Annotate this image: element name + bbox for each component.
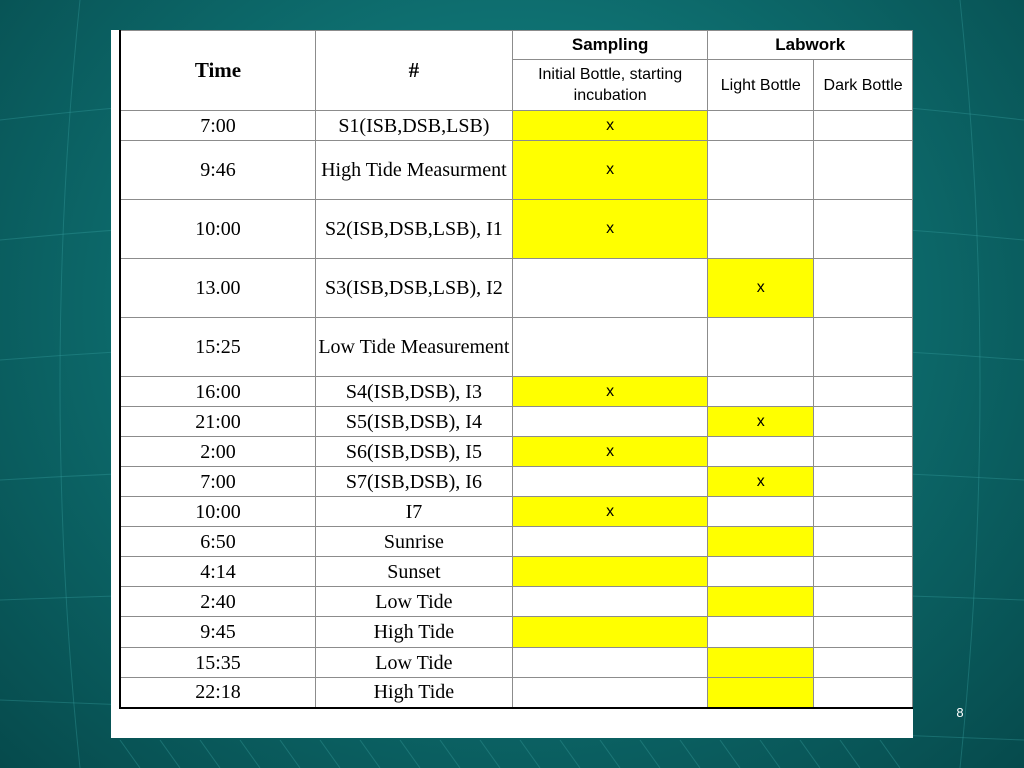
cell-time: 2:00 xyxy=(120,437,315,467)
cell-time: 15:25 xyxy=(120,318,315,377)
cell-time: 10:00 xyxy=(120,200,315,259)
table-row xyxy=(120,111,913,141)
header-initial-bottle: Initial Bottle, starting incubation xyxy=(512,60,708,111)
header-time: Time xyxy=(120,31,315,111)
cell-initial-bottle: x xyxy=(512,437,708,467)
cell-sample-id: High Tide xyxy=(315,617,512,648)
cell-time: 2:40 xyxy=(120,587,315,617)
cell-dark-bottle xyxy=(814,259,913,318)
cell-initial-bottle xyxy=(512,678,708,708)
cell-initial-bottle: x xyxy=(512,200,708,259)
cell-dark-bottle xyxy=(814,377,913,407)
cell-sample-id: S1(ISB,DSB,LSB) xyxy=(315,111,512,141)
cell-light-bottle xyxy=(708,111,814,141)
cell-sample-id: S2(ISB,DSB,LSB), I1 xyxy=(315,200,512,259)
cell-light-bottle xyxy=(708,318,814,377)
cell-initial-bottle: x xyxy=(512,497,708,527)
cell-light-bottle: x xyxy=(708,259,814,318)
cell-time: 22:18 xyxy=(120,678,315,708)
cell-light-bottle: x xyxy=(708,467,814,497)
cell-sample-id: High Tide xyxy=(315,678,512,708)
page-number: 8 xyxy=(956,705,964,720)
cell-time: 15:35 xyxy=(120,648,315,678)
cell-light-bottle xyxy=(708,200,814,259)
cell-sample-id: S3(ISB,DSB,LSB), I2 xyxy=(315,259,512,318)
cell-time: 9:46 xyxy=(120,141,315,200)
header-light-bottle: Light Bottle xyxy=(708,60,814,111)
cell-dark-bottle xyxy=(814,527,913,557)
cell-time: 21:00 xyxy=(120,407,315,437)
table-row xyxy=(120,407,913,437)
cell-light-bottle xyxy=(708,437,814,467)
cell-initial-bottle xyxy=(512,259,708,318)
cell-sample-id: Low Tide Measurement xyxy=(315,318,512,377)
cell-sample-id: Low Tide xyxy=(315,587,512,617)
header-number: # xyxy=(315,31,512,111)
cell-dark-bottle xyxy=(814,617,913,648)
cell-time: 16:00 xyxy=(120,377,315,407)
cell-light-bottle xyxy=(708,648,814,678)
cell-initial-bottle xyxy=(512,467,708,497)
cell-dark-bottle xyxy=(814,587,913,617)
cell-dark-bottle xyxy=(814,557,913,587)
cell-time: 13.00 xyxy=(120,259,315,318)
cell-light-bottle xyxy=(708,557,814,587)
cell-light-bottle xyxy=(708,377,814,407)
cell-dark-bottle xyxy=(814,407,913,437)
cell-time: 9:45 xyxy=(120,617,315,648)
cell-dark-bottle xyxy=(814,467,913,497)
cell-dark-bottle xyxy=(814,111,913,141)
cell-time: 4:14 xyxy=(120,557,315,587)
header-dark-bottle: Dark Bottle xyxy=(814,60,913,111)
table-panel xyxy=(111,30,913,738)
cell-initial-bottle xyxy=(512,617,708,648)
table-body xyxy=(120,111,913,708)
cell-time: 7:00 xyxy=(120,111,315,141)
cell-time: 10:00 xyxy=(120,497,315,527)
cell-dark-bottle xyxy=(814,141,913,200)
cell-dark-bottle xyxy=(814,318,913,377)
cell-dark-bottle xyxy=(814,437,913,467)
cell-light-bottle xyxy=(708,141,814,200)
cell-time: 6:50 xyxy=(120,527,315,557)
cell-initial-bottle xyxy=(512,587,708,617)
cell-sample-id: S6(ISB,DSB), I5 xyxy=(315,437,512,467)
table-row xyxy=(120,377,913,407)
cell-sample-id: Sunrise xyxy=(315,527,512,557)
cell-sample-id: S7(ISB,DSB), I6 xyxy=(315,467,512,497)
cell-initial-bottle xyxy=(512,648,708,678)
cell-dark-bottle xyxy=(814,648,913,678)
table-row xyxy=(120,497,913,527)
cell-light-bottle xyxy=(708,527,814,557)
cell-dark-bottle xyxy=(814,497,913,527)
schedule-table xyxy=(119,30,913,709)
table-row xyxy=(120,557,913,587)
cell-light-bottle xyxy=(708,678,814,708)
cell-dark-bottle xyxy=(814,200,913,259)
cell-sample-id: Low Tide xyxy=(315,648,512,678)
cell-sample-id: High Tide Measurment xyxy=(315,141,512,200)
table-row xyxy=(120,617,913,648)
table-row xyxy=(120,141,913,200)
cell-sample-id: S4(ISB,DSB), I3 xyxy=(315,377,512,407)
cell-sample-id: I7 xyxy=(315,497,512,527)
cell-initial-bottle: x xyxy=(512,141,708,200)
cell-initial-bottle: x xyxy=(512,111,708,141)
cell-sample-id: Sunset xyxy=(315,557,512,587)
cell-initial-bottle xyxy=(512,557,708,587)
cell-time: 7:00 xyxy=(120,467,315,497)
table-row xyxy=(120,200,913,259)
cell-light-bottle xyxy=(708,497,814,527)
header-sampling: Sampling xyxy=(512,31,708,60)
table-row xyxy=(120,678,913,708)
table-row xyxy=(120,259,913,318)
cell-light-bottle: x xyxy=(708,407,814,437)
cell-sample-id: S5(ISB,DSB), I4 xyxy=(315,407,512,437)
table-row xyxy=(120,587,913,617)
cell-dark-bottle xyxy=(814,678,913,708)
cell-initial-bottle xyxy=(512,527,708,557)
table-row xyxy=(120,318,913,377)
cell-initial-bottle: x xyxy=(512,377,708,407)
cell-initial-bottle xyxy=(512,318,708,377)
table-row xyxy=(120,648,913,678)
table-row xyxy=(120,467,913,497)
cell-light-bottle xyxy=(708,587,814,617)
cell-light-bottle xyxy=(708,617,814,648)
table-row xyxy=(120,437,913,467)
table-row xyxy=(120,527,913,557)
header-labwork: Labwork xyxy=(708,31,913,60)
cell-initial-bottle xyxy=(512,407,708,437)
